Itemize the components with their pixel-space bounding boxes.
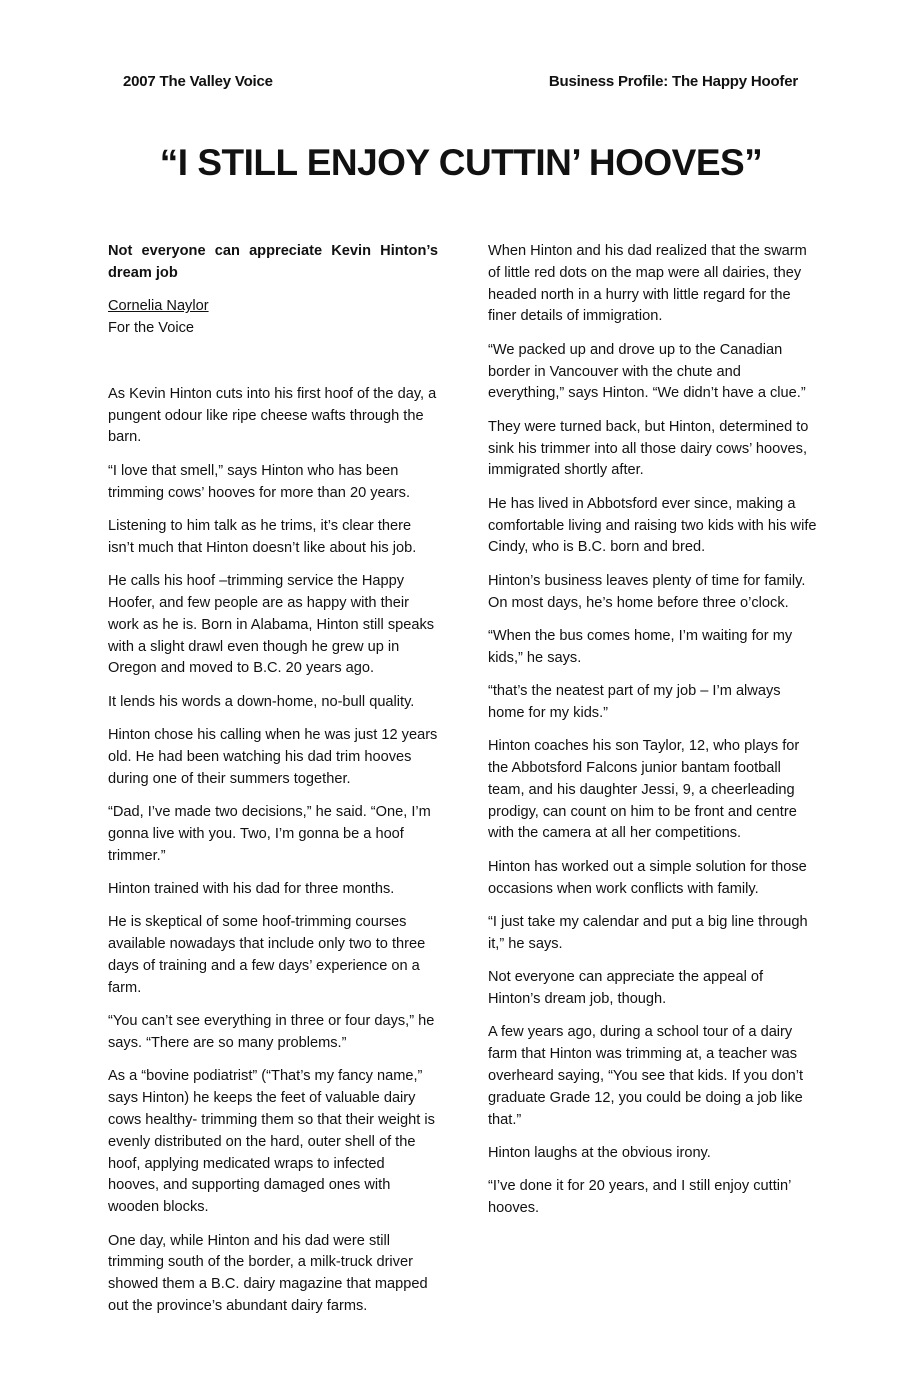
paragraph: “I love that smell,” says Hinton who has been trimming cows’ hooves for more than 20 years. <box>108 462 410 501</box>
paragraph: As Kevin Hinton cuts into his first hoof of the day, a pungent odour like ripe cheese wafts through the barn. <box>108 385 437 446</box>
paragraph: Hinton chose his calling when he was just 12 years old. He had been watching his dad trim hooves during one of their summers together. <box>108 727 438 787</box>
paragraph: “When the bus comes home, I’m waiting for my kids,” he says. <box>488 627 793 666</box>
section-header: Business Profile: The Happy Hoofer <box>548 73 798 90</box>
paragraph: Hinton trained with his dad for three months. <box>108 881 395 898</box>
paragraph: “I just take my calendar and put a big line through it,” he says. <box>488 914 808 952</box>
paragraph: Hinton laughs at the obvious irony. <box>488 1145 711 1162</box>
paragraph: “I’ve done it for 20 years, and I still enjoy cuttin’ hooves. <box>488 1178 791 1217</box>
paragraph: Listening to him talk as he trims, it’s clear there isn’t much that Hinton doesn’t like about his job. <box>108 517 417 556</box>
paragraph: They were turned back, but Hinton, determined to sink his trimmer into all those dairy cows’ hooves, immigrated shortly after. <box>488 418 809 479</box>
paragraph: “We packed up and drove up to the Canadian border in Vancouver with the chute and everything,” says Hinton. “We didn’t have a clue.” <box>488 341 806 402</box>
paragraph: “Dad, I’ve made two decisions,” he said. “One, I’m gonna live with you. Two, I’m gonna be a hoof trimmer.” <box>108 804 431 864</box>
paragraph: Hinton’s business leaves plenty of time for family. On most days, he’s home before three o’clock. <box>488 572 806 611</box>
paragraph: He calls his hoof –trimming service the Happy Hoofer, and few people are as happy with their work as he is. Born in Alabama, Hinton still speaks with a slight drawl even though he grew up in Oregon and moved to B.C. 20 years ago. <box>108 573 435 677</box>
paragraph: As a “bovine podiatrist” (“That’s my fancy name,” says Hinton) he keeps the feet of valuable dairy cows healthy- trimming them so that their weight is evenly distributed on the hard, outer shell of the hoof, applying medicated wraps to infected hooves, and supporting damaged ones with wooden blocks. <box>108 1068 435 1216</box>
author-name: Cornelia Naylor <box>108 298 209 315</box>
byline <box>108 296 438 340</box>
paragraph: Not everyone can appreciate the appeal of Hinton’s dream job, though. <box>488 969 764 1008</box>
author-credit: For the Voice <box>108 319 194 336</box>
paragraph: Hinton coaches his son Taylor, 12, who plays for the Abbotsford Falcons junior bantam football team, and his daughter Jessi, 9, a cheerleading prodigy, can count on him to be front and centre with the camera at all her competitions. <box>488 738 800 842</box>
paragraph: He has lived in Abbotsford ever since, making a comfortable living and raising two kids with his wife Cindy, who is B.C. born and bred. <box>488 495 817 556</box>
left-column <box>108 241 438 1329</box>
deck: Not everyone can appreciate Kevin Hinton’s dream job <box>108 243 438 281</box>
paragraph: He is skeptical of some hoof-trimming courses available nowadays that include only two to three days of training and a few days’ experience on a farm. <box>108 914 426 996</box>
paragraph: One day, while Hinton and his dad were still trimming south of the border, a milk-truck driver showed them a B.C. dairy magazine that mapped out the province’s abundant dairy farms. <box>108 1232 428 1314</box>
paragraph: It lends his words a down-home, no-bull quality. <box>108 693 415 710</box>
right-column <box>488 241 818 1232</box>
paragraph: When Hinton and his dad realized that the swarm of little red dots on the map were all dairies, they headed north in a hurry with little regard for the finer details of immigration. <box>488 243 807 325</box>
paragraph: A few years ago, during a school tour of a dairy farm that Hinton was trimming at, a teacher was overheard saying, “You see that kids. If you don’t graduate Grade 12, you could be doing a job like that.” <box>488 1024 804 1128</box>
paragraph: Hinton has worked out a simple solution for those occasions when work conflicts with family. <box>488 858 807 897</box>
paragraph: “You can’t see everything in three or four days,” he says. “There are so many problems.” <box>108 1013 435 1052</box>
paragraph: “that’s the neatest part of my job – I’m always home for my kids.” <box>488 683 781 721</box>
publication-header: 2007 The Valley Voice <box>123 73 273 90</box>
headline: “I STILL ENJOY CUTTIN’ HOOVES” <box>159 142 763 183</box>
